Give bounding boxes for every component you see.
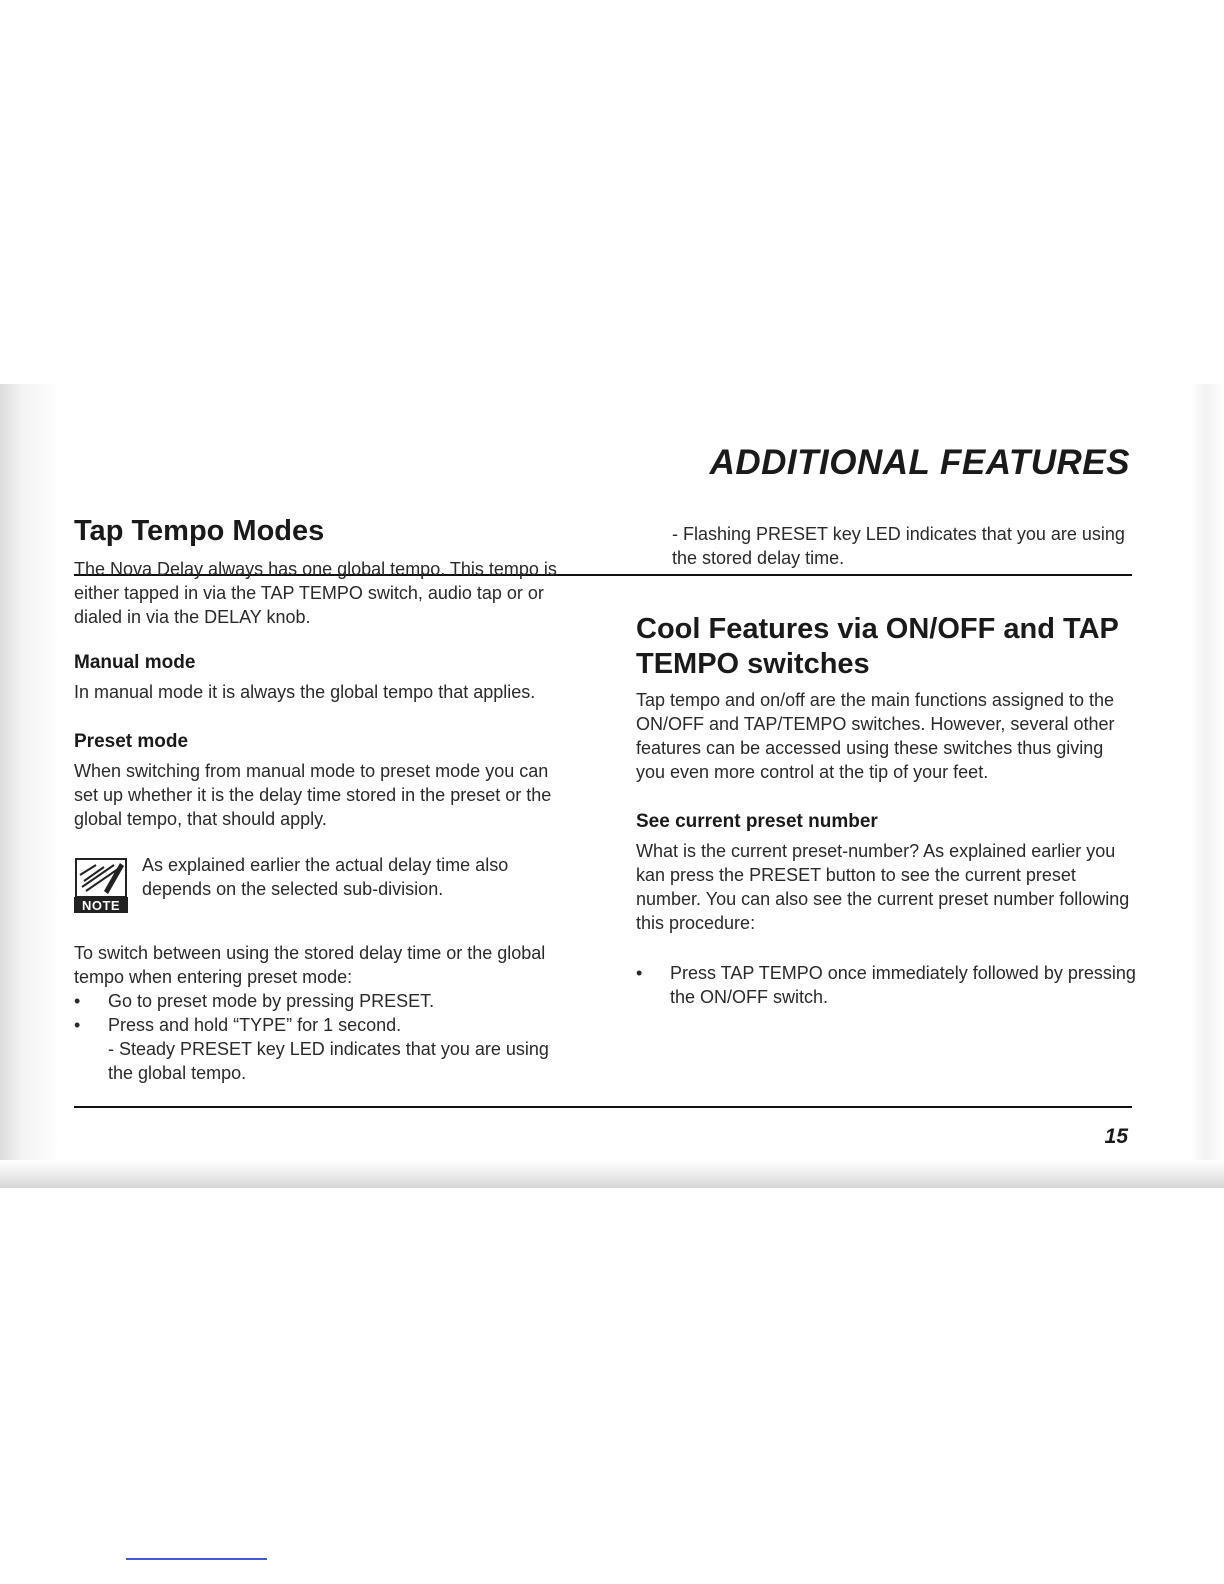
scanned-page: [0, 384, 1224, 1188]
manual-mode-heading: Manual mode: [74, 652, 196, 673]
list-item-text: Press TAP TEMPO once immediately followed by pressing the ON/OFF switch.: [670, 963, 1136, 1007]
switch-intro-text: To switch between using the stored delay time or the global tempo when entering preset mode:: [74, 943, 546, 987]
note-label: NOTE: [81, 898, 121, 913]
list-item: [74, 989, 574, 1013]
bullet-dot: •: [636, 963, 643, 983]
note-box: [74, 853, 574, 915]
right-bullet-list: [636, 961, 1136, 1009]
steady-led-text: - Steady PRESET key LED indicates that you are using the global tempo.: [108, 1039, 549, 1083]
cool-features-heading: Cool Features via ON/OFF and TAP TEMPO switches: [636, 613, 1119, 680]
bullet-dot: •: [74, 991, 81, 1011]
list-item-text: Go to preset mode by pressing PRESET.: [108, 991, 435, 1011]
note-text: As explained earlier the actual delay time also depends on the selected sub-division.: [142, 855, 509, 899]
left-column: [74, 514, 574, 1085]
page-shadow: [0, 1160, 1224, 1188]
right-column: [636, 522, 1136, 1009]
flashing-led-text: - Flashing PRESET key LED indicates that you are using the stored delay time.: [672, 524, 1125, 568]
list-item-text: Press and hold “TYPE” for 1 second.: [108, 1015, 402, 1035]
list-item: [636, 961, 1136, 1009]
page-number: 15: [1104, 1125, 1128, 1148]
section-title: ADDITIONAL FEATURES: [709, 443, 1130, 482]
blue-underline-mark: [126, 1558, 267, 1560]
note-icon: [74, 857, 128, 915]
see-preset-heading: See current preset number: [636, 811, 878, 832]
preset-mode-text: When switching from manual mode to preset mode you can set up whether it is the delay time stored in the preset or the global tempo, that should apply.: [74, 761, 552, 829]
bullet-dot: •: [74, 1015, 81, 1035]
footer-rule: [74, 1106, 1132, 1108]
intro-paragraph: The Nova Delay always has one global tempo. This tempo is either tapped in via the TAP TEMPO switch, audio tap or or dialed in via the DELAY knob.: [74, 559, 557, 627]
tap-tempo-modes-heading: Tap Tempo Modes: [74, 515, 325, 547]
list-item: [74, 1013, 574, 1037]
preset-mode-heading: Preset mode: [74, 731, 189, 752]
manual-mode-text: In manual mode it is always the global tempo that applies.: [74, 682, 536, 702]
left-bullet-list: [74, 989, 574, 1037]
cool-features-text: Tap tempo and on/off are the main functions assigned to the ON/OFF and TAP/TEMPO switches. However, several other features can be accessed using these switches thus giving you even more control at the tip of your feet.: [636, 690, 1115, 782]
see-preset-text: What is the current preset-number? As explained earlier you kan press the PRESET button to see the current preset number. You can also see the current preset number following this procedure:: [636, 841, 1130, 933]
